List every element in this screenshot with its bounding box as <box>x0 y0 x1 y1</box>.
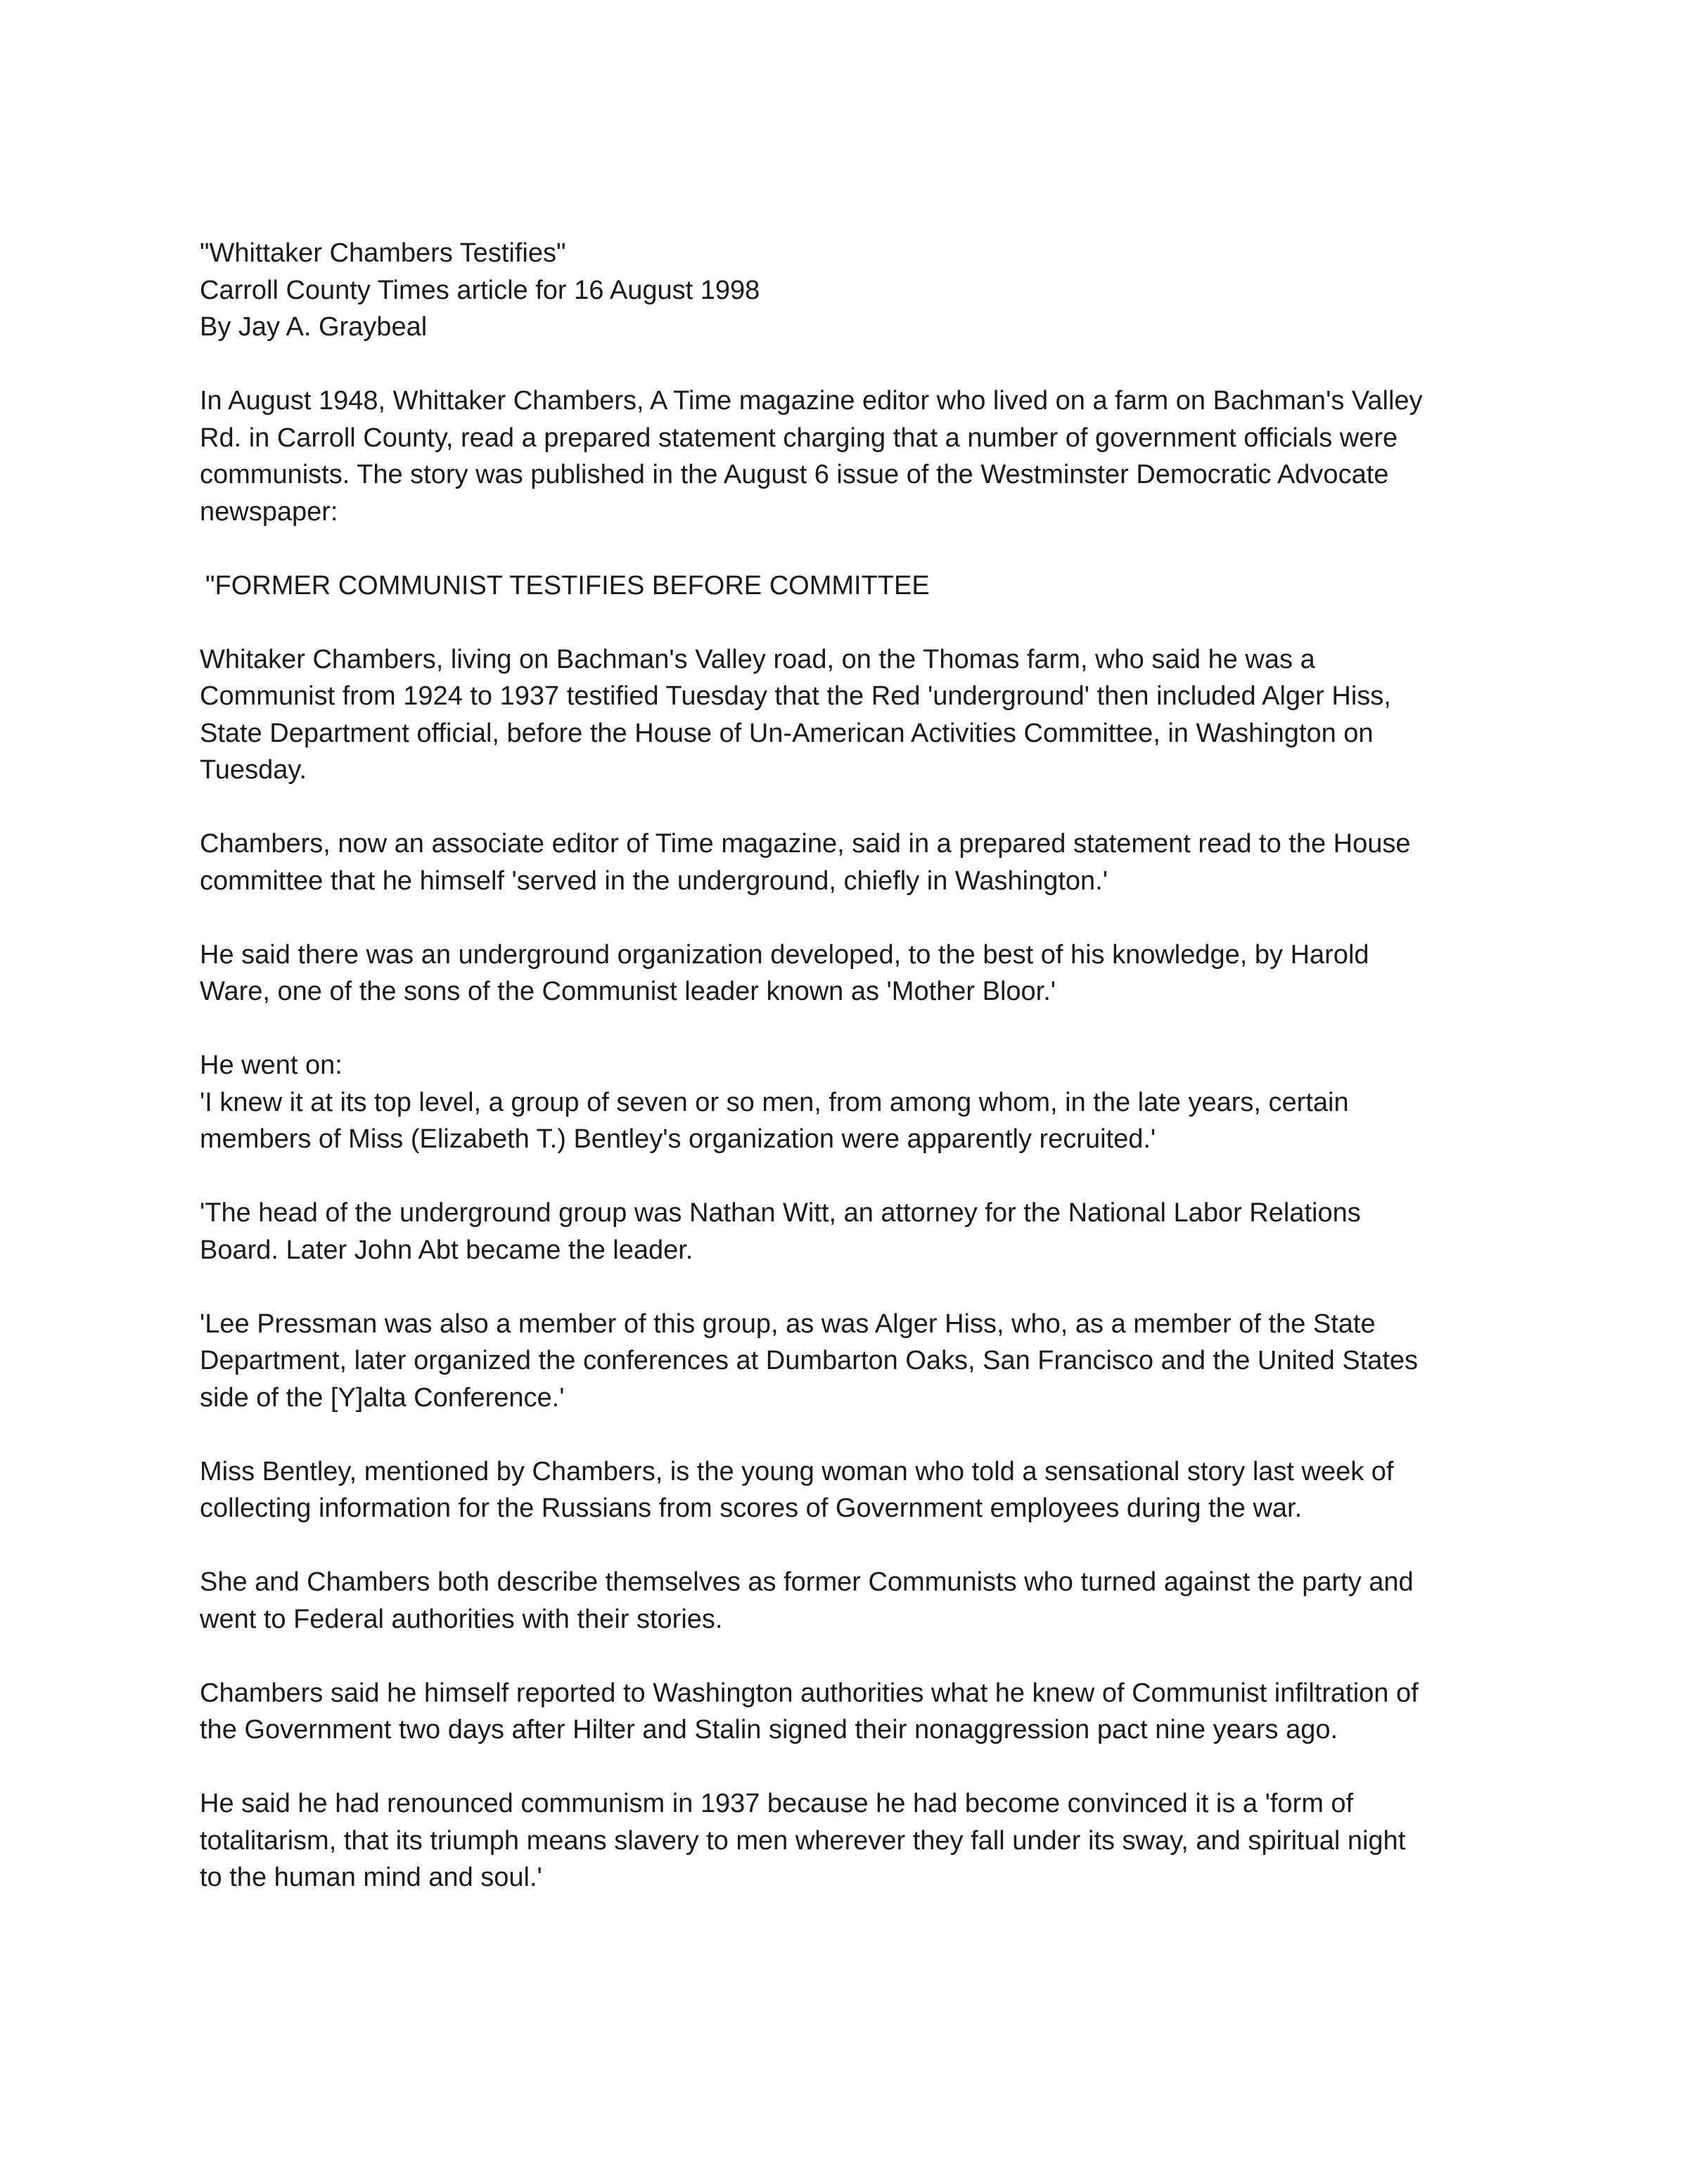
intro-line: communists. The story was published in the August 6 issue of the Westminster Democratic Advocate <box>200 460 1389 489</box>
paragraph-line: He went on: <box>200 1051 343 1080</box>
paragraph-line: She and Chambers both describe themselves as former Communists who turned against the party and <box>200 1567 1414 1597</box>
body-paragraph-10 <box>200 1785 1536 1896</box>
intro-paragraph <box>200 383 1536 530</box>
quoted-headline <box>200 567 1536 605</box>
paragraph-line: He said there was an underground organization developed, to the best of his knowledge, by Harold <box>200 939 1369 970</box>
paragraph-line: Whitaker Chambers, living on Bachman's Valley road, on the Thomas farm, who said he was a <box>200 644 1315 674</box>
paragraph-line: members of Miss (Elizabeth T.) Bentley's organization were apparently recruited.' <box>200 1124 1156 1154</box>
paragraph-line: 'I knew it at its top level, a group of seven or so men, from among whom, in the late years, certain <box>200 1087 1349 1117</box>
paragraph-line: to the human mind and soul.' <box>200 1863 542 1892</box>
paragraph-line: collecting information for the Russians from scores of Government employees during the war. <box>200 1494 1303 1523</box>
body-paragraph-9 <box>200 1675 1536 1749</box>
paragraph-line: Chambers said he himself reported to Washington authorities what he knew of Communist infiltration of <box>200 1678 1419 1708</box>
paragraph-line: Tuesday. <box>200 755 307 785</box>
body-paragraph-3 <box>200 937 1536 1010</box>
paragraph-line: Chambers, now an associate editor of Time magazine, said in a prepared statement read to the House <box>200 829 1411 859</box>
paragraph-line: went to Federal authorities with their stories. <box>200 1604 723 1634</box>
body-paragraph-6 <box>200 1306 1536 1417</box>
paragraph-line: the Government two days after Hilter and Stalin signed their nonaggression pact nine years ago. <box>200 1715 1338 1745</box>
paragraph-line: 'The head of the underground group was Nathan Witt, an attorney for the National Labor Relations <box>200 1198 1361 1228</box>
body-paragraph-4 <box>200 1047 1536 1158</box>
byline: By Jay A. Graybeal <box>200 312 428 342</box>
publication-line: Carroll County Times article for 16 August 1998 <box>200 275 760 305</box>
paragraph-line: committee that he himself 'served in the underground, chiefly in Washington.' <box>200 866 1108 896</box>
body-paragraph-1 <box>200 641 1536 789</box>
headline-text: "FORMER COMMUNIST TESTIFIES BEFORE COMMITTEE <box>205 570 930 600</box>
intro-line: newspaper: <box>200 496 338 527</box>
body-paragraph-2 <box>200 826 1536 899</box>
document-page <box>200 235 1536 1933</box>
body-paragraph-7 <box>200 1453 1536 1527</box>
paragraph-line: totalitarism, that its triumph means slavery to men wherever they fall under its sway, and spiritual night <box>200 1825 1406 1856</box>
intro-line: In August 1948, Whittaker Chambers, A Time magazine editor who lived on a farm on Bachman's Valley <box>200 386 1423 416</box>
intro-line: Rd. in Carroll County, read a prepared statement charging that a number of government officials were <box>200 423 1398 453</box>
article-header <box>200 235 1536 346</box>
paragraph-line: Department, later organized the conferences at Dumbarton Oaks, San Francisco and the United States <box>200 1346 1419 1375</box>
paragraph-line: 'Lee Pressman was also a member of this group, as was Alger Hiss, who, as a member of the State <box>200 1309 1376 1339</box>
paragraph-line: He said he had renounced communism in 1937 because he had become convinced it is a 'form of <box>200 1789 1354 1818</box>
paragraph-line: Ware, one of the sons of the Communist leader known as 'Mother Bloor.' <box>200 977 1056 1006</box>
body-paragraph-5 <box>200 1195 1536 1268</box>
article-title: "Whittaker Chambers Testifies" <box>200 238 566 268</box>
paragraph-line: side of the [Y]alta Conference.' <box>200 1382 565 1413</box>
paragraph-line: State Department official, before the House of Un-American Activities Committee, in Washington on <box>200 718 1374 748</box>
body-paragraph-8 <box>200 1564 1536 1638</box>
paragraph-line: Board. Later John Abt became the leader. <box>200 1235 693 1265</box>
paragraph-line: Miss Bentley, mentioned by Chambers, is the young woman who told a sensational story last week of <box>200 1456 1394 1486</box>
paragraph-line: Communist from 1924 to 1937 testified Tuesday that the Red 'underground' then included Alger Hiss, <box>200 681 1391 711</box>
